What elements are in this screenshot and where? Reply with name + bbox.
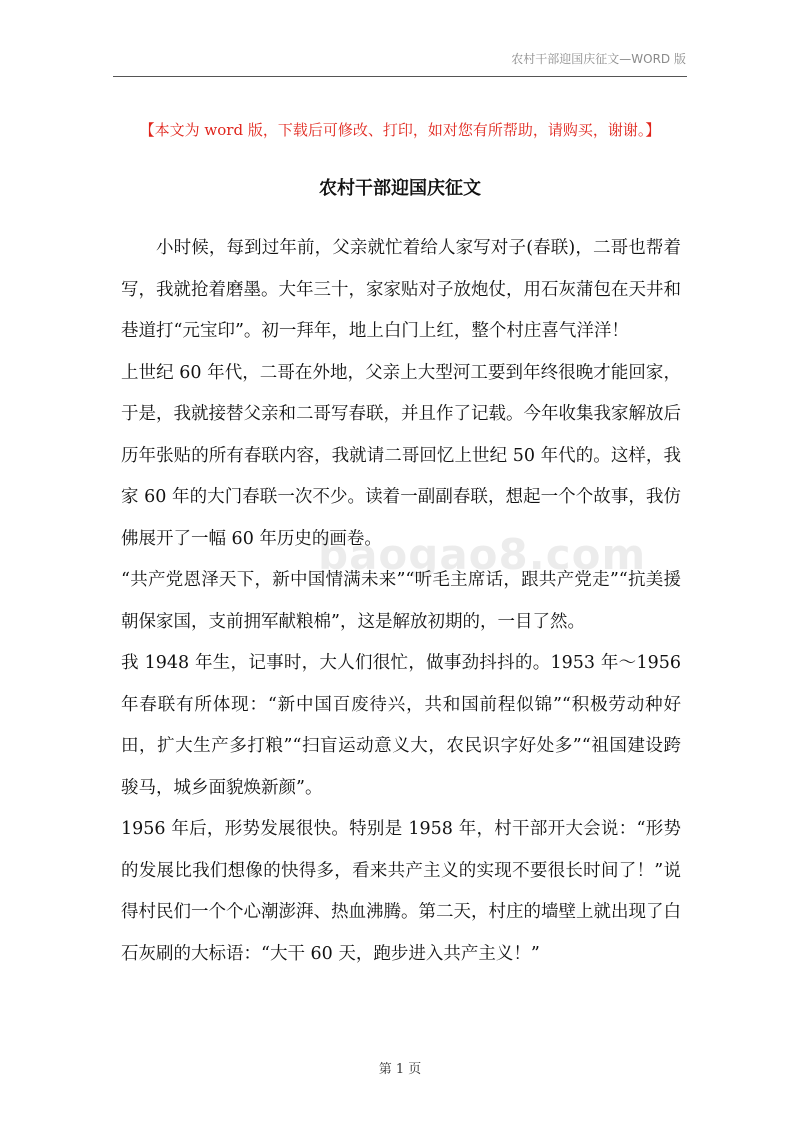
paragraph: 上世纪 60 年代，二哥在外地，父亲上大型河工要到年终很晚才能回家，于是，我就接替父亲和二哥写春联，并且作了记载。今年收集我家解放后历年张贴的所有春联内容，我就请二哥回忆上世纪 50 年代的。这样，我家 60 年的大门春联一次不少。读着一副副春联，想起一个个故事，我仿佛展开了一幅 60 年历史的画卷。: [121, 362, 681, 549]
page-number: 第 1 页: [378, 1062, 422, 1077]
paragraph: “共产党恩泽天下，新中国情满未来”“听毛主席话，跟共产党走”“抗美援朝保家国，支前拥军献粮棉”，这是解放初期的，一目了然。: [121, 570, 681, 632]
document-body: [121, 228, 681, 975]
paragraph: 小时候，每到过年前，父亲就忙着给人家写对子(春联)，二哥也帮着写，我就抢着磨墨。大年三十，家家贴对子放炮仗，用石灰蒲包在天井和巷道打“元宝印”。初一拜年，地上白门上红，整个村庄喜气洋洋！: [121, 238, 681, 341]
paragraph: 1956 年后，形势发展很快。特别是 1958 年，村干部开大会说：“形势的发展比我们想像的快得多，看来共产主义的实现不要很长时间了！”说得村民们一个个心潮澎湃、热血沸腾。第二天，村庄的墙壁上就出现了白石灰刷的大标语：“大干 60 天，跑步进入共产主义！”: [121, 819, 681, 964]
header-divider: [113, 76, 687, 77]
watermark: baogao8.com: [318, 530, 647, 579]
purchase-notice: 【本文为 word 版，下载后可修改、打印，如对您有所帮助，请购买，谢谢。】: [139, 121, 661, 139]
document-title: 农村干部迎国庆征文: [319, 178, 481, 199]
paragraph: 我 1948 年生，记事时，大人们很忙，做事劲抖抖的。1953 年～1956 年春联有所体现：“新中国百废待兴，共和国前程似锦”“积极劳动种好田，扩大生产多打粮”“扫盲运动意义大，农民识字好处多”“祖国建设跨骏马，城乡面貌焕新颜”。: [121, 653, 681, 798]
running-header: 农村干部迎国庆征文—WORD 版: [511, 52, 686, 66]
